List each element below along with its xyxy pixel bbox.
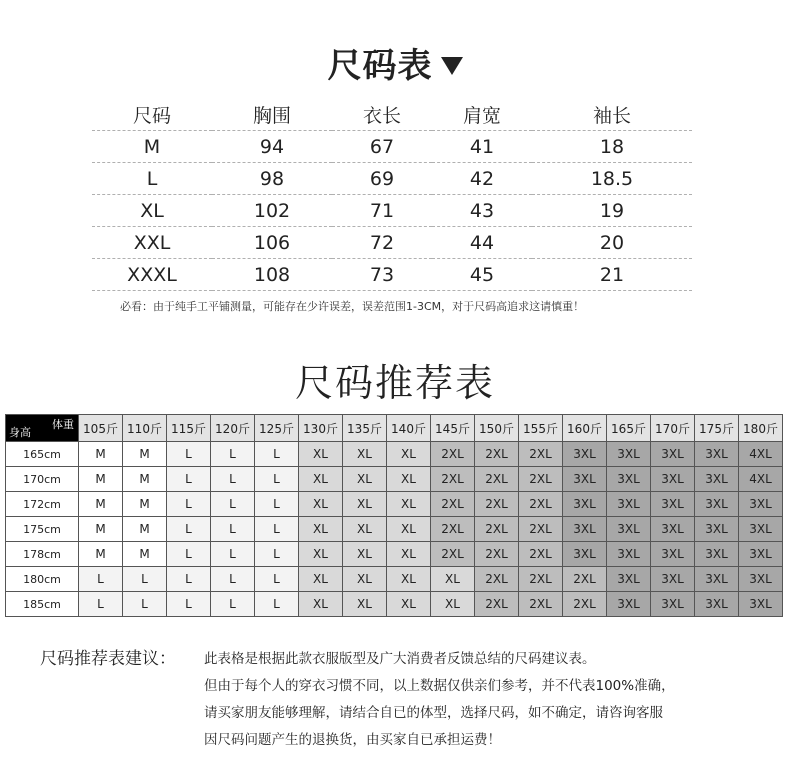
size-recommendation-cell: M xyxy=(123,542,167,567)
size-recommendation-cell: 3XL xyxy=(563,542,607,567)
corner-height-label: 身高 xyxy=(9,426,31,439)
size-table-header-cell: 胸围 xyxy=(212,98,332,131)
size-table-cell: 69 xyxy=(332,163,432,195)
size-recommendation-cell: 3XL xyxy=(607,592,651,617)
size-table-cell: 18 xyxy=(532,131,692,163)
size-recommendation-cell: 3XL xyxy=(563,492,607,517)
measurement-note: 必看：由于纯手工平铺测量，可能存在少许误差，误差范围1-3CM，对于尺码高追求这请慎重！ xyxy=(120,300,585,313)
advice-line: 此表格是根据此款衣服版型及广大消费者反馈总结的尺码建议表。 xyxy=(204,651,596,667)
size-table-header-cell: 袖长 xyxy=(532,98,692,131)
size-table-cell: M xyxy=(92,131,212,163)
size-recommendation-cell: L xyxy=(211,492,255,517)
size-recommendation-cell: 2XL xyxy=(431,542,475,567)
recommendation-table xyxy=(5,414,783,617)
size-recommendation-cell: 2XL xyxy=(519,592,563,617)
size-recommendation-cell: M xyxy=(79,517,123,542)
size-recommendation-cell: 3XL xyxy=(695,442,739,467)
size-recommendation-cell: L xyxy=(123,592,167,617)
size-table-cell: 102 xyxy=(212,195,332,227)
down-triangle-icon xyxy=(441,57,463,75)
size-recommendation-cell: L xyxy=(167,542,211,567)
size-recommendation-cell: L xyxy=(211,467,255,492)
size-table-cell: 42 xyxy=(432,163,532,195)
size-recommendation-cell: 3XL xyxy=(695,542,739,567)
size-table-row xyxy=(92,227,692,259)
recommendation-row xyxy=(6,442,783,467)
weight-header-cell: 105斤 xyxy=(79,415,123,442)
recommendation-row xyxy=(6,567,783,592)
size-table-cell: 94 xyxy=(212,131,332,163)
weight-header-cell: 170斤 xyxy=(651,415,695,442)
size-recommendation-cell: XL xyxy=(387,592,431,617)
size-table-header-cell: 衣长 xyxy=(332,98,432,131)
size-recommendation-cell: M xyxy=(123,517,167,542)
weight-header-cell: 175斤 xyxy=(695,415,739,442)
size-recommendation-cell: XL xyxy=(299,492,343,517)
size-recommendation-cell: 3XL xyxy=(739,592,783,617)
size-table-header xyxy=(92,98,692,131)
size-recommendation-cell: 3XL xyxy=(651,442,695,467)
size-table-cell: 18.5 xyxy=(532,163,692,195)
size-recommendation-cell: L xyxy=(167,517,211,542)
weight-header-cell: 125斤 xyxy=(255,415,299,442)
size-recommendation-cell: 3XL xyxy=(739,567,783,592)
size-recommendation-cell: 3XL xyxy=(695,517,739,542)
size-recommendation-cell: 3XL xyxy=(563,442,607,467)
size-recommendation-cell: 2XL xyxy=(519,492,563,517)
height-cell: 165cm xyxy=(6,442,79,467)
size-recommendation-cell: 2XL xyxy=(475,567,519,592)
corner-cell xyxy=(6,415,79,442)
size-recommendation-cell: L xyxy=(255,517,299,542)
size-table-cell: 71 xyxy=(332,195,432,227)
size-recommendation-cell: M xyxy=(123,442,167,467)
size-recommendation-cell: XL xyxy=(299,567,343,592)
size-table-cell: 44 xyxy=(432,227,532,259)
recommendation-row xyxy=(6,492,783,517)
weight-header-cell: 140斤 xyxy=(387,415,431,442)
size-recommendation-cell: M xyxy=(123,492,167,517)
size-recommendation-cell: 2XL xyxy=(563,567,607,592)
size-recommendation-cell: 3XL xyxy=(695,467,739,492)
weight-header-cell: 155斤 xyxy=(519,415,563,442)
size-recommendation-cell: 3XL xyxy=(651,567,695,592)
size-recommendation-cell: XL xyxy=(343,492,387,517)
size-table xyxy=(92,98,692,291)
size-chart-title xyxy=(0,38,790,87)
size-recommendation-cell: 3XL xyxy=(607,517,651,542)
size-recommendation-cell: L xyxy=(167,442,211,467)
height-cell: 172cm xyxy=(6,492,79,517)
size-recommendation-cell: M xyxy=(79,492,123,517)
size-table-cell: 43 xyxy=(432,195,532,227)
size-recommendation-cell: 3XL xyxy=(739,542,783,567)
size-table-cell: 20 xyxy=(532,227,692,259)
size-recommendation-cell: 2XL xyxy=(519,517,563,542)
recommendation-row xyxy=(6,592,783,617)
size-recommendation-cell: L xyxy=(255,567,299,592)
size-recommendation-cell: 2XL xyxy=(431,492,475,517)
weight-header-cell: 130斤 xyxy=(299,415,343,442)
size-recommendation-cell: 2XL xyxy=(519,567,563,592)
size-recommendation-cell: 3XL xyxy=(739,492,783,517)
size-table-cell: XXL xyxy=(92,227,212,259)
height-cell: 185cm xyxy=(6,592,79,617)
size-recommendation-cell: L xyxy=(255,492,299,517)
height-cell: 180cm xyxy=(6,567,79,592)
size-recommendation-cell: M xyxy=(79,442,123,467)
size-recommendation-cell: 3XL xyxy=(695,567,739,592)
size-recommendation-cell: 2XL xyxy=(475,517,519,542)
size-table-cell: 73 xyxy=(332,259,432,291)
size-recommendation-cell: L xyxy=(255,442,299,467)
size-recommendation-cell: 2XL xyxy=(475,442,519,467)
recommendation-row xyxy=(6,542,783,567)
size-table-row xyxy=(92,195,692,227)
size-recommendation-cell: M xyxy=(79,542,123,567)
height-cell: 175cm xyxy=(6,517,79,542)
size-recommendation-cell: M xyxy=(123,467,167,492)
advice-line: 请买家朋友能够理解，请结合自已的体型，选择尺码，如不确定，请咨询客服 xyxy=(204,705,663,721)
size-table-cell: 19 xyxy=(532,195,692,227)
size-recommendation-cell: M xyxy=(79,467,123,492)
size-recommendation-cell: XL xyxy=(431,592,475,617)
size-recommendation-cell: 3XL xyxy=(739,517,783,542)
size-recommendation-cell: 2XL xyxy=(563,592,607,617)
size-recommendation-cell: 3XL xyxy=(695,592,739,617)
size-recommendation-cell: L xyxy=(211,517,255,542)
size-recommendation-cell: 3XL xyxy=(651,517,695,542)
size-recommendation-cell: L xyxy=(211,442,255,467)
size-recommendation-cell: 3XL xyxy=(563,467,607,492)
size-table-cell: XXXL xyxy=(92,259,212,291)
size-recommendation-cell: 3XL xyxy=(563,517,607,542)
size-recommendation-cell: 3XL xyxy=(607,492,651,517)
weight-header-cell: 110斤 xyxy=(123,415,167,442)
size-recommendation-cell: L xyxy=(167,567,211,592)
size-table-cell: XL xyxy=(92,195,212,227)
weight-header-cell: 145斤 xyxy=(431,415,475,442)
size-recommendation-cell: XL xyxy=(343,467,387,492)
size-recommendation-cell: XL xyxy=(299,467,343,492)
size-recommendation-cell: L xyxy=(167,467,211,492)
size-recommendation-cell: 2XL xyxy=(475,592,519,617)
size-recommendation-cell: L xyxy=(255,542,299,567)
weight-header-cell: 120斤 xyxy=(211,415,255,442)
size-table-header-cell: 肩宽 xyxy=(432,98,532,131)
weight-header-cell: 135斤 xyxy=(343,415,387,442)
size-recommendation-cell: L xyxy=(79,567,123,592)
size-recommendation-cell: L xyxy=(167,592,211,617)
size-recommendation-cell: 2XL xyxy=(519,467,563,492)
size-table-header-cell: 尺码 xyxy=(92,98,212,131)
size-recommendation-cell: XL xyxy=(299,542,343,567)
size-recommendation-cell: XL xyxy=(387,542,431,567)
size-recommendation-cell: 2XL xyxy=(519,542,563,567)
size-recommendation-cell: 3XL xyxy=(695,492,739,517)
advice-line: 因尺码问题产生的退换货，由买家自已承担运费！ xyxy=(204,732,501,748)
size-recommendation-cell: XL xyxy=(343,517,387,542)
size-chart-title-text: 尺码表 xyxy=(327,46,433,86)
recommendation-header-row xyxy=(6,415,783,442)
size-table-cell: 21 xyxy=(532,259,692,291)
size-recommendation-cell: XL xyxy=(387,492,431,517)
size-recommendation-cell: XL xyxy=(343,442,387,467)
size-recommendation-cell: L xyxy=(79,592,123,617)
weight-header-cell: 165斤 xyxy=(607,415,651,442)
size-recommendation-cell: L xyxy=(211,542,255,567)
size-table-cell: L xyxy=(92,163,212,195)
size-recommendation-cell: XL xyxy=(387,517,431,542)
size-recommendation-cell: 2XL xyxy=(431,517,475,542)
size-table-cell: 72 xyxy=(332,227,432,259)
weight-header-cell: 150斤 xyxy=(475,415,519,442)
size-recommendation-cell: XL xyxy=(343,592,387,617)
size-recommendation-cell: 3XL xyxy=(607,442,651,467)
size-recommendation-cell: L xyxy=(211,592,255,617)
size-recommendation-cell: 2XL xyxy=(431,467,475,492)
size-table-row xyxy=(92,131,692,163)
size-recommendation-cell: 3XL xyxy=(651,542,695,567)
size-recommendation-cell: XL xyxy=(387,567,431,592)
size-recommendation-cell: 2XL xyxy=(475,467,519,492)
size-recommendation-cell: XL xyxy=(343,567,387,592)
advice-text xyxy=(204,646,675,754)
size-table-cell: 98 xyxy=(212,163,332,195)
weight-header-cell: 115斤 xyxy=(167,415,211,442)
size-table-cell: 45 xyxy=(432,259,532,291)
size-recommendation-cell: 3XL xyxy=(607,567,651,592)
size-recommendation-cell: 3XL xyxy=(607,542,651,567)
recommendation-title: 尺码推荐表 xyxy=(294,361,495,405)
corner-weight-label: 体重 xyxy=(52,418,74,431)
size-recommendation-cell: XL xyxy=(299,442,343,467)
size-recommendation-cell: 3XL xyxy=(651,467,695,492)
height-cell: 178cm xyxy=(6,542,79,567)
size-recommendation-cell: XL xyxy=(299,517,343,542)
size-recommendation-cell: L xyxy=(167,492,211,517)
recommendation-row xyxy=(6,517,783,542)
size-recommendation-cell: 4XL xyxy=(739,442,783,467)
size-recommendation-cell: XL xyxy=(387,442,431,467)
size-recommendation-cell: XL xyxy=(387,467,431,492)
size-recommendation-cell: L xyxy=(255,467,299,492)
size-recommendation-cell: L xyxy=(211,567,255,592)
size-recommendation-cell: 3XL xyxy=(651,592,695,617)
size-recommendation-cell: 2XL xyxy=(475,542,519,567)
weight-header-cell: 180斤 xyxy=(739,415,783,442)
size-recommendation-cell: 2XL xyxy=(431,442,475,467)
size-recommendation-cell: XL xyxy=(431,567,475,592)
size-recommendation-cell: 4XL xyxy=(739,467,783,492)
size-recommendation-cell: XL xyxy=(343,542,387,567)
size-recommendation-cell: 3XL xyxy=(607,467,651,492)
recommendation-row xyxy=(6,467,783,492)
size-table-row xyxy=(92,163,692,195)
size-table-cell: 67 xyxy=(332,131,432,163)
advice-line: 但由于每个人的穿衣习惯不同，以上数据仅供亲们参考，并不代表100%准确， xyxy=(204,678,675,694)
size-recommendation-cell: XL xyxy=(299,592,343,617)
advice-label: 尺码推荐表建议： xyxy=(40,649,176,669)
weight-header-cell: 160斤 xyxy=(563,415,607,442)
size-table-cell: 108 xyxy=(212,259,332,291)
size-recommendation-cell: 3XL xyxy=(651,492,695,517)
size-recommendation-cell: 2XL xyxy=(519,442,563,467)
size-table-cell: 106 xyxy=(212,227,332,259)
size-recommendation-cell: 2XL xyxy=(475,492,519,517)
size-recommendation-cell: L xyxy=(255,592,299,617)
height-cell: 170cm xyxy=(6,467,79,492)
size-recommendation-cell: L xyxy=(123,567,167,592)
size-table-row xyxy=(92,259,692,291)
size-table-cell: 41 xyxy=(432,131,532,163)
